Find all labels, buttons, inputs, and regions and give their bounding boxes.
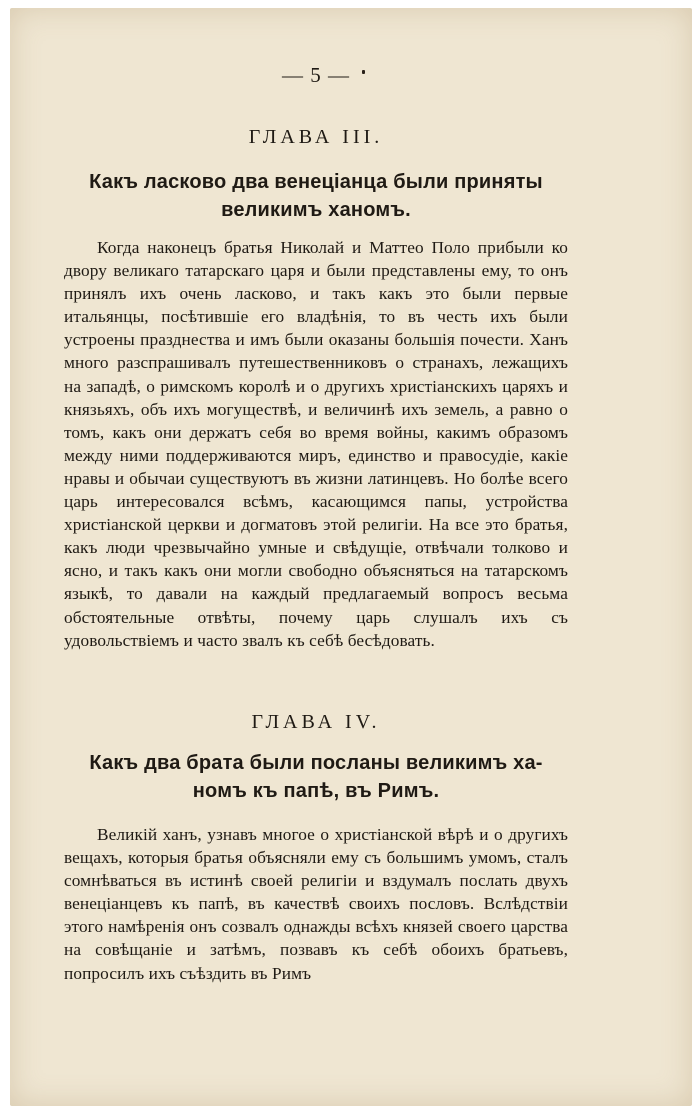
page-number: — 5 — xyxy=(282,63,350,87)
book-page xyxy=(10,8,692,1106)
chapter-4-heading: ГЛАВА IV. xyxy=(251,711,381,733)
chapter-4-paragraph: Великій ханъ, узнавъ многое о христіанской вѣрѣ и о другихъ вещахъ, которыя братья объясняли ему съ большимъ умомъ, сталъ сомнѣваться въ истинѣ своей религіи и вздумалъ послать двухъ венеціанцевъ къ папѣ, въ качествѣ своихъ пословъ. Вслѣдствіи этого намѣренія онъ созвалъ однажды всѣхъ князей своего царства на совѣщаніе и затѣмъ, позвавъ къ себѣ обоихъ братьевъ, попросилъ ихъ съѣздить въ Римъ xyxy=(64,825,568,983)
chapter-3-title-line-2: великимъ ханомъ. xyxy=(221,199,411,221)
chapter-4-title-line-1: Какъ два брата были посланы великимъ ха- xyxy=(89,752,543,774)
chapter-3-heading: ГЛАВА III. xyxy=(248,126,384,148)
chapter-4-title xyxy=(64,749,568,805)
chapter-3-paragraph: Когда наконецъ братья Николай и Маттео Поло прибыли ко двору великаго татарскаго царя и были представлены ему, то онъ принялъ ихъ очень ласково, и такъ какъ это были первые итальянцы, посѣтившіе его владѣнія, то въ честь ихъ были устроены празднества и имъ были оказаны большія почести. Ханъ много разспрашивалъ путешественниковъ о странахъ, лежащихъ на западѣ, о римскомъ королѣ и о другихъ христіанскихъ царяхъ и князьяхъ, объ ихъ могуществѣ, и величинѣ ихъ земель, а равно о томъ, какъ они держатъ себя во время войны, какимъ образомъ между ними поддерживаются миръ, единство и правосудіе, какіе нравы и обычаи существуютъ въ жизни латинцевъ. Но болѣе всего царь интересовался всѣмъ, касающимся папы, устройства христіанской церкви и догматовъ этой религіи. На все это братья, какъ люди чрезвычайно умные и свѣдущіе, отвѣчали толково и ясно, и такъ какъ они могли свободно объясняться на татарскомъ языкѣ, то давали на каждый предлагаемый вопросъ весьма обстоятельные отвѣты, почему царь слушалъ ихъ съ удовольствіемъ и часто звалъ къ себѣ бесѣдовать. xyxy=(64,238,568,650)
chapter-3-title-line-1: Какъ ласково два венеціанца были приняты xyxy=(89,171,543,193)
chapter-4-title-line-2: номъ къ папѣ, въ Римъ. xyxy=(192,780,440,802)
chapter-3-title xyxy=(64,168,568,224)
